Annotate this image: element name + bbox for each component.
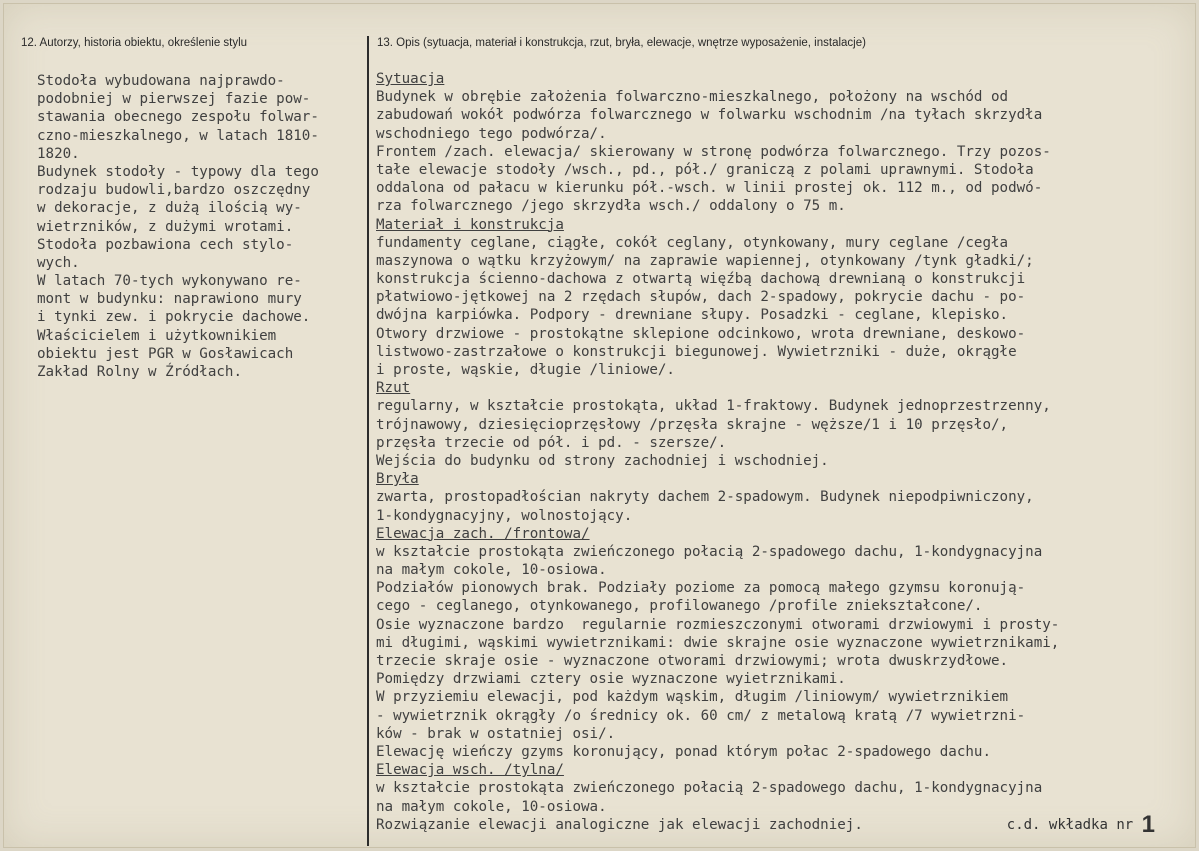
history-line: mont w budynku: naprawiono mury (37, 291, 302, 308)
section-line: Osie wyznaczone bardzo regularnie rozmieszczonymi otworami drzwiowymi i prosty- (376, 616, 1060, 633)
section-line: Otwory drzwiowe - prostokątne sklepione odcinkowo, wrota drewniane, deskowo- (376, 325, 1026, 342)
history-line: Właścicielem i użytkownikiem (37, 327, 277, 344)
continuation-number: 1 (1141, 811, 1155, 838)
section-title: Rzut (376, 380, 411, 397)
history-line: w dekoracje, z dużą ilością wy- (37, 200, 302, 217)
history-line: czno-mieszkalnego, w latach 1810- (37, 127, 319, 144)
history-line: rodzaju budowli,bardzo oszczędny (37, 182, 311, 199)
section-line: płatwiowo-jętkowej na 2 rzędach słupów, dach 2-spadowy, pokrycie dachu - po- (376, 289, 1026, 306)
continuation-text: c.d. wkładka nr (1006, 817, 1134, 833)
history-line: W latach 70-tych wykonywano re- (37, 273, 302, 290)
section-line: maszynowa o wątku krzyżowym/ na zaprawie wapiennej, otynkowany /tynk gładki/; (376, 252, 1034, 269)
history-line: Stodoła pozbawiona cech stylo- (37, 236, 294, 253)
history-column (37, 72, 367, 381)
section-line: i proste, wąskie, długie /liniowe/. (376, 362, 675, 378)
section-line: Rozwiązanie elewacji analogiczne jak elewacji zachodniej. (376, 816, 863, 833)
section-line: listwowo-zastrzałowe o konstrukcji biegunowej. Wywietrzniki - duże, okrągłe (376, 343, 1017, 360)
section-line: zabudowań wokół podwórza folwarcznego w folwarku wschodnim /na tyłach skrzydła (376, 107, 1043, 124)
history-line: obiektu jest PGR w Gosławicach (37, 345, 294, 362)
description-column (376, 70, 1198, 834)
section-line: cego - ceglanego, otynkowanego, profilowanego /profile zniekształcone/. (376, 598, 983, 615)
section-title: Elewacja wsch. /tylna/ (376, 762, 564, 779)
history-line: wych. (37, 254, 80, 271)
section-line: Wejścia do budynku od strony zachodniej i wschodniej. (376, 452, 829, 469)
description-section (376, 379, 1198, 470)
description-section (376, 216, 1198, 380)
section-line: dwójna karpiówka. Podpory - drewniane słupy. Posadzki - ceglane, klepisko. (376, 307, 1009, 324)
section-line: w kształcie prostokąta zwieńczonego połacią 2-spadowego dachu, 1-kondygnacyjna (376, 780, 1043, 797)
section-line: Frontem /zach. elewacja/ skierowany w stronę podwórza folwarcznego. Trzy pozos- (376, 143, 1051, 160)
section-12-header: 12. Autorzy, historia obiektu, określenie stylu (21, 37, 248, 49)
section-line: wschodniego tego podwórza/. (376, 125, 607, 142)
section-line: oddalona od pałacu w kierunku pół.-wsch. w linii prostej ok. 112 m., od podwó- (376, 180, 1043, 197)
section-line: W przyziemiu elewacji, pod każdym wąskim, długim /liniowym/ wywietrznikiem (376, 689, 1009, 706)
description-section (376, 470, 1198, 525)
section-line: - wywietrznik okrągły /o średnicy ok. 60 cm/ z metalową kratą /7 wywietrzni- (376, 707, 1026, 724)
section-line: regularny, w kształcie prostokąta, układ 1-fraktowy. Budynek jednoprzestrzenny, (376, 398, 1051, 415)
section-title: Sytuacja (376, 71, 445, 87)
section-title: Materiał i konstrukcja (376, 216, 564, 233)
section-title: Bryła (376, 471, 419, 488)
section-line: trójnawowy, dziesięcioprzęsłowy /przęsła skrajne - węższe/1 i 10 przęsło/, (376, 416, 1009, 433)
history-line: i tynki zew. i pokrycie dachowe. (37, 309, 311, 326)
description-section (376, 70, 1198, 216)
section-line: ków - brak w ostatniej osi/. (376, 725, 616, 742)
history-line: Stodoła wybudowana najprawdo- (37, 73, 285, 89)
column-divider (367, 36, 369, 846)
section-line: mi długimi, wąskimi wywietrznikami: dwie skrajne osie wyznaczone wywietrznikami, (376, 634, 1060, 651)
history-line: 1820. (37, 145, 80, 162)
history-line: stawania obecnego zespołu folwar- (37, 109, 319, 126)
section-line: Podziałów pionowych brak. Podziały poziome za pomocą małego gzymsu koronują- (376, 580, 1026, 597)
section-line: Budynek w obrębie założenia folwarczno-mieszkalnego, położony na wschód od (376, 89, 1009, 106)
section-line: konstrukcja ścienno-dachowa z otwartą więźbą dachową drewnianą o konstrukcji (376, 271, 1026, 288)
section-title: Elewacja zach. /frontowa/ (376, 525, 590, 542)
section-line: Pomiędzy drzwiami cztery osie wyznaczone wyietrznikami. (376, 671, 846, 688)
section-line: na małym cokole, 10-osiowa. (376, 798, 607, 815)
section-13-header: 13. Opis (sytuacja, materiał i konstrukcja, rzut, bryła, elewacje, wnętrze wyposażenie, instalacje) (377, 37, 866, 49)
section-line: przęsła trzecie od pół. i pd. - szersze/. (376, 434, 727, 451)
continuation-note (1007, 811, 1155, 839)
section-line: zwarta, prostopadłościan nakryty dachem 2-spadowym. Budynek niepodpiwniczony, (376, 489, 1034, 506)
section-line: 1-kondygnacyjny, wolnostojący. (376, 507, 633, 524)
section-line: fundamenty ceglane, ciągłe, cokół ceglany, otynkowany, mury ceglane /cegła (376, 234, 1009, 251)
record-card (3, 3, 1196, 848)
description-section (376, 525, 1198, 761)
section-line: na małym cokole, 10-osiowa. (376, 562, 607, 579)
history-line: wietrzników, z dużymi wrotami. (37, 218, 294, 235)
history-line: podobniej w pierwszej fazie pow- (37, 91, 311, 108)
history-line: Budynek stodoły - typowy dla tego (37, 163, 319, 180)
section-line: tałe elewacje stodoły /wsch., pd., pół./ graniczą z polami uprawnymi. Stodoła (376, 161, 1034, 178)
section-line: trzecie skraje osie - wyznaczone otworami drzwiowymi; wrota dwuskrzydłowe. (376, 653, 1009, 669)
section-line: Elewację wieńczy gzyms koronujący, ponad którym połac 2-spadowego dachu. (376, 743, 991, 760)
section-line: rza folwarcznego /jego skrzydła wsch./ oddalony o 75 m. (376, 198, 846, 215)
section-line: w kształcie prostokąta zwieńczonego połacią 2-spadowego dachu, 1-kondygnacyjna (376, 543, 1043, 560)
history-line: Zakład Rolny w Źródłach. (37, 364, 242, 380)
